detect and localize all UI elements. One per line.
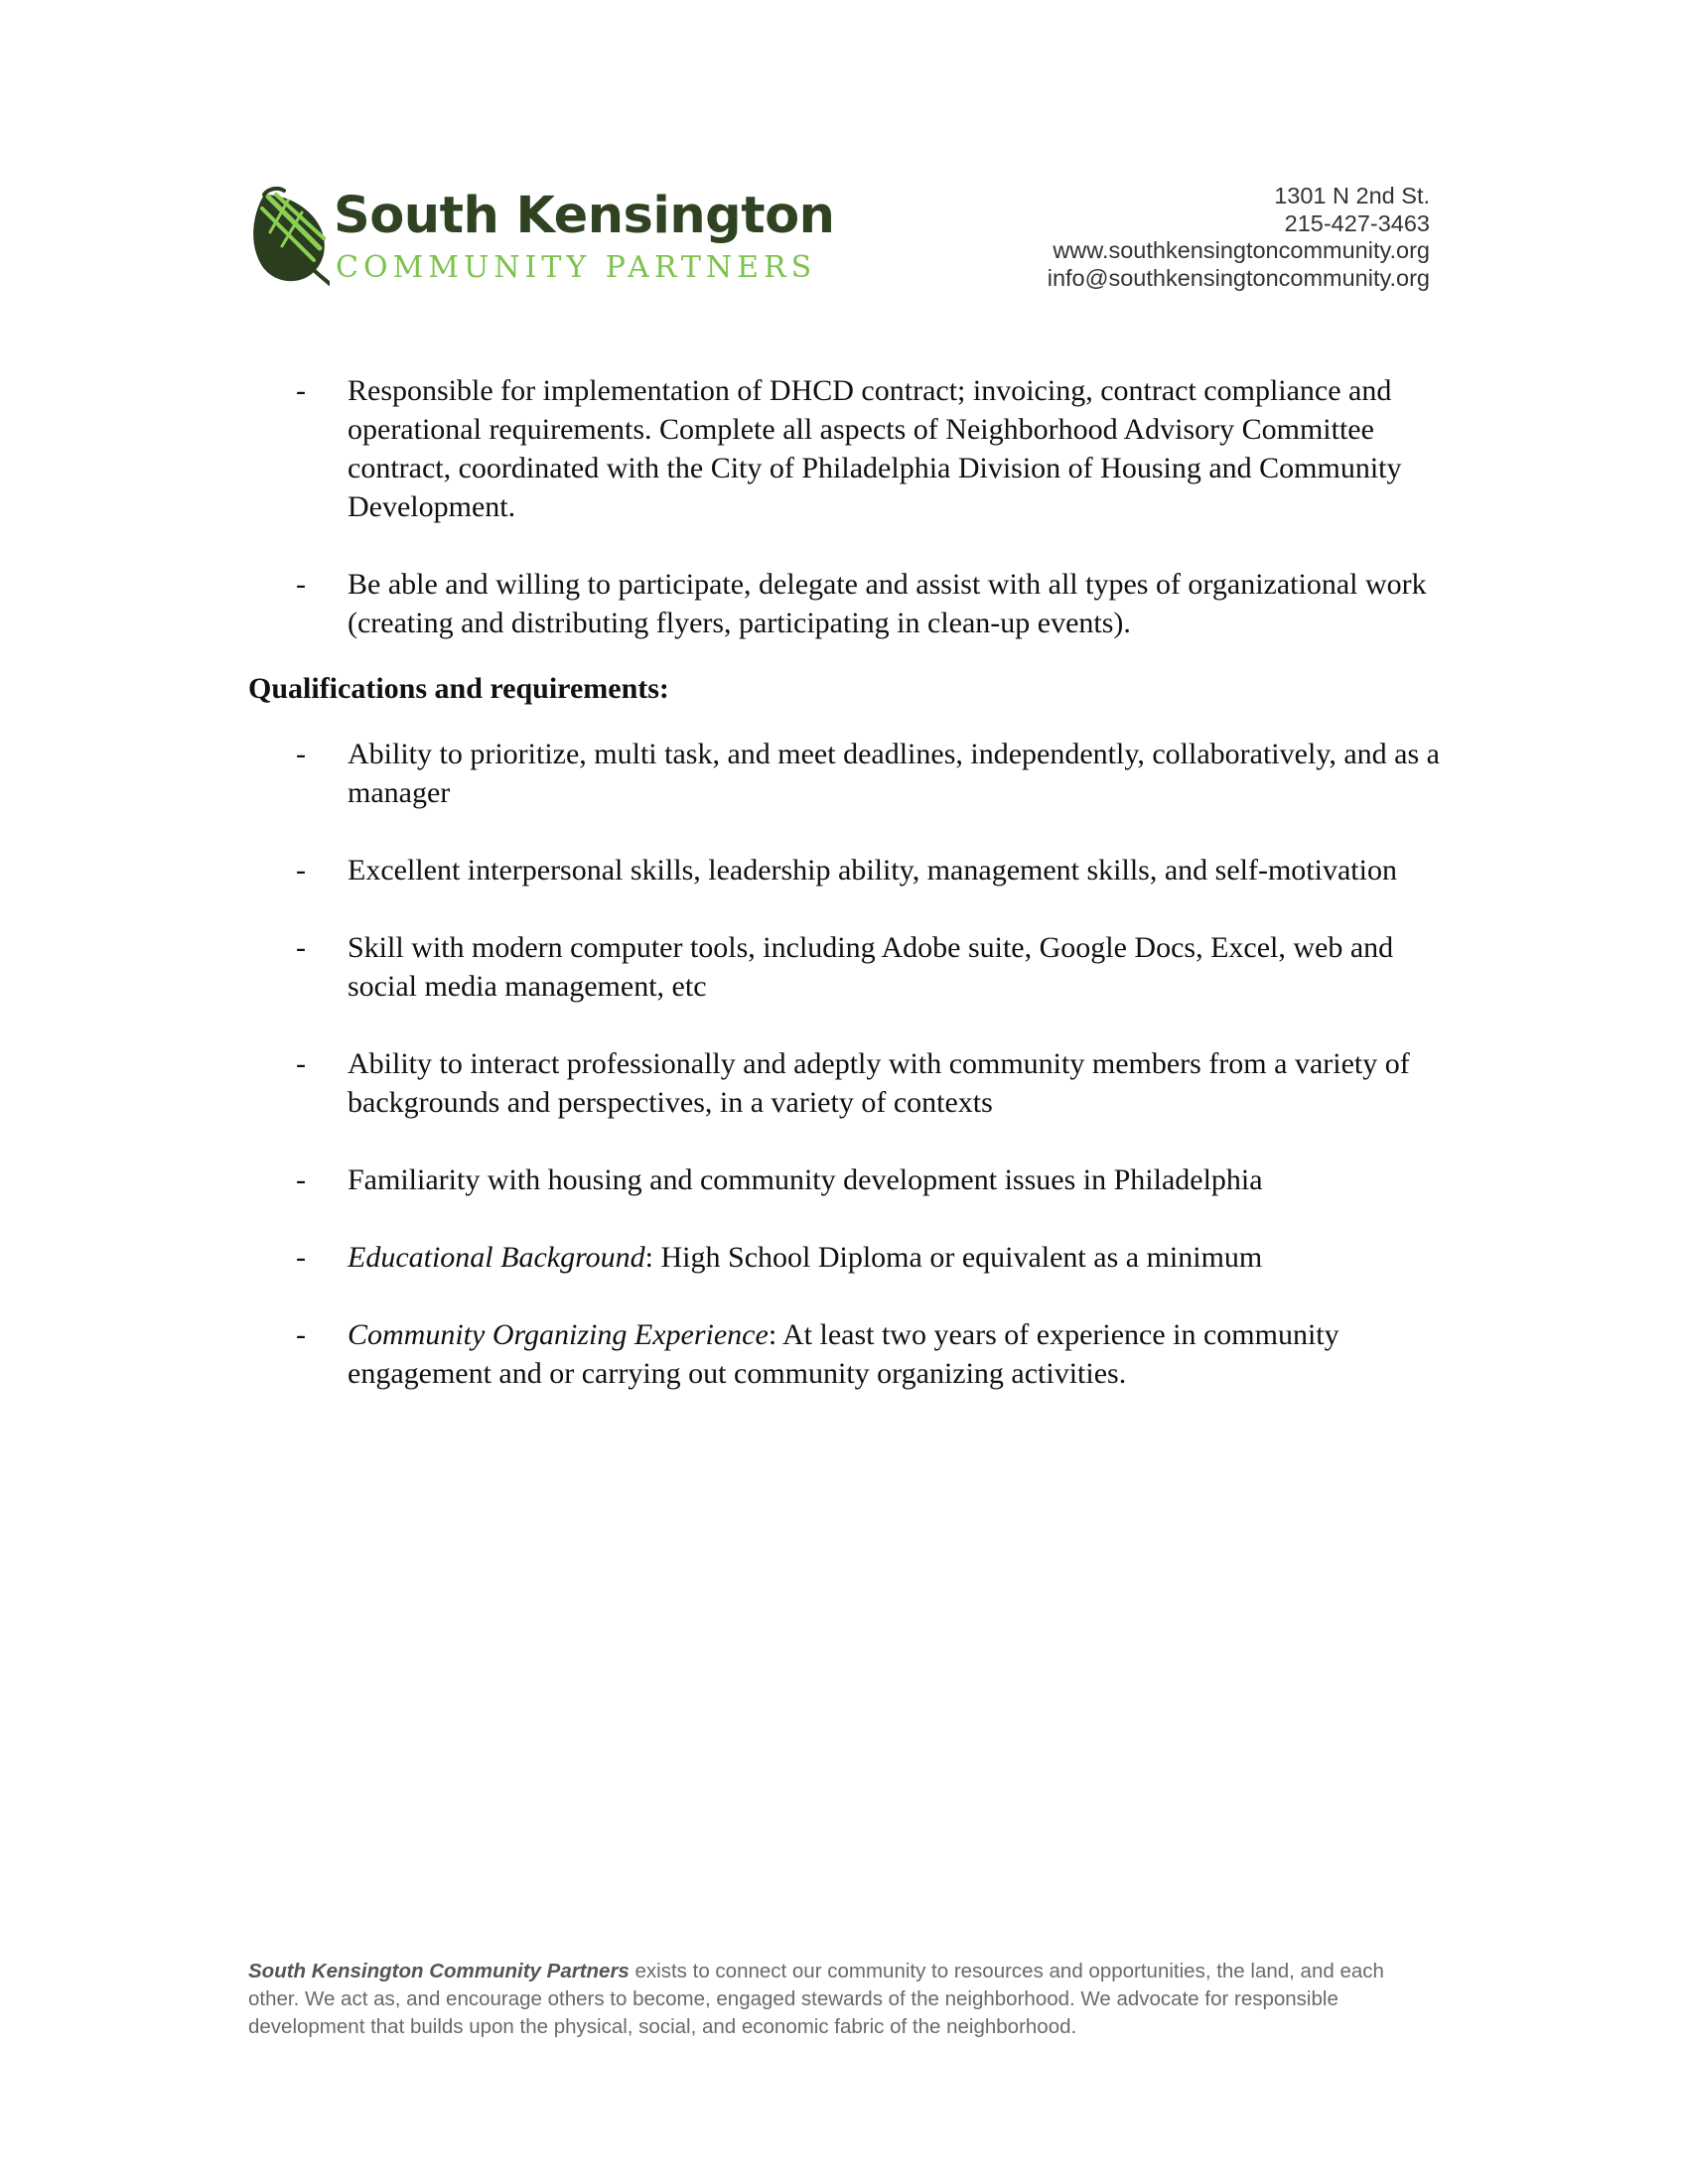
contact-phone: 215-427-3463 [1284, 209, 1430, 236]
list-item-text [348, 1238, 1440, 1277]
responsibilities-list [248, 371, 1440, 642]
list-item [248, 1315, 1440, 1393]
list-dash: - [296, 1318, 306, 1351]
contact-email: info@southkensingtoncommunity.org [1047, 264, 1430, 291]
list-item [248, 1160, 1440, 1199]
list-dash: - [296, 738, 306, 770]
contact-website: www.southkensingtoncommunity.org [1053, 237, 1430, 263]
contact-address: 1301 N 2nd St. [1274, 183, 1430, 208]
list-dash: - [296, 1241, 306, 1274]
list-item-label: Community Organizing Experience [348, 1318, 769, 1351]
footer-statement: exists to connect our community to resources and opportunities, the land, and each other. We act as, and encourage others to become, engaged stewards of the neighborhood. We advocate for responsible development that builds upon the physical, social, and economic fabric of the neighborhood. [248, 1960, 1384, 2038]
qualifications-list [248, 735, 1440, 1393]
list-item-detail: : At least two years of experience in community engagement and or carrying out community organizing activities. [348, 1318, 1339, 1390]
list-dash: - [296, 568, 306, 601]
list-item [248, 735, 1440, 812]
letterhead [248, 183, 1430, 292]
list-item [248, 565, 1440, 642]
footer-org-name: South Kensington Community Partners [248, 1960, 630, 1982]
list-dash: - [296, 1047, 306, 1080]
list-item [248, 1238, 1440, 1277]
list-item-text: Familiarity with housing and community development issues in Philadelphia [348, 1163, 1263, 1196]
document-body [248, 371, 1440, 1432]
list-item-label: Educational Background [348, 1241, 645, 1274]
qualifications-heading: Qualifications and requirements: [248, 672, 669, 705]
list-item-text: Excellent interpersonal skills, leadership ability, management skills, and self-motivation [348, 854, 1397, 887]
list-item-text: Skill with modern computer tools, including Adobe suite, Google Docs, Excel, web and social media management, etc [348, 931, 1394, 1003]
list-dash: - [296, 854, 306, 887]
list-item-text: Responsible for implementation of DHCD contract; invoicing, contract compliance and operational requirements. Complete all aspects of Neighborhood Advisory Committee contract, coordinated with the City of Philadelphia Division of Housing and Community Development. [348, 374, 1402, 523]
logo-name: South Kensington [334, 187, 835, 245]
list-dash: - [296, 374, 306, 407]
organization-logo [248, 183, 835, 292]
list-dash: - [296, 931, 306, 964]
list-item-text [348, 1315, 1440, 1393]
contact-block [1048, 183, 1430, 292]
leaf-logo-icon [248, 187, 330, 286]
list-item [248, 1044, 1440, 1122]
mission-statement-footer [248, 1958, 1440, 2041]
list-item [248, 851, 1440, 889]
list-dash: - [296, 1163, 306, 1196]
list-item [248, 371, 1440, 526]
list-item-text: Ability to interact professionally and adeptly with community members from a variety of backgrounds and perspectives, in a variety of contexts [348, 1047, 1410, 1119]
list-item [248, 928, 1440, 1006]
list-item-text: Ability to prioritize, multi task, and meet deadlines, independently, collaboratively, and as a manager [348, 738, 1440, 809]
list-item-detail: : High School Diploma or equivalent as a minimum [644, 1241, 1263, 1274]
list-item-text: Be able and willing to participate, delegate and assist with all types of organizational work (creating and distributing flyers, participating in clean-up events). [348, 568, 1427, 639]
logo-tagline: COMMUNITY PARTNERS [336, 250, 817, 285]
